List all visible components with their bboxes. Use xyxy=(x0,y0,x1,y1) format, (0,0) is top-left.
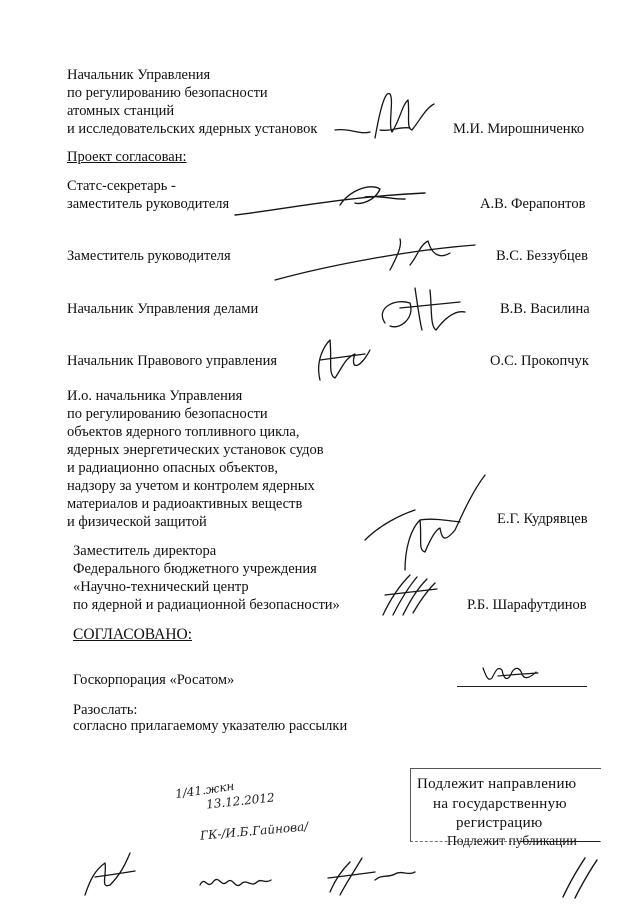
approver-title xyxy=(67,247,231,265)
approver-title xyxy=(67,387,324,531)
approver-title xyxy=(67,177,229,213)
stamp-line: Подлежит направлению xyxy=(417,776,577,792)
approver-title-line: надзору за учетом и контролем ядерных xyxy=(67,478,315,494)
approver-title-line: Заместитель директора xyxy=(73,543,217,559)
publication-note: Подлежит публикации xyxy=(447,833,577,848)
stamp-line: регистрацию xyxy=(456,815,543,831)
signature-handwritten-4 xyxy=(555,852,605,902)
approver-title-line: И.о. начальника Управления xyxy=(67,388,243,404)
approver-name: В.С. Беззубцев xyxy=(496,248,588,264)
approver-title-line: «Научно-технический центр xyxy=(73,579,249,595)
distribution-label: Разослать: xyxy=(73,702,138,718)
rosatom-label: Госкорпорация «Росатом» xyxy=(73,672,235,688)
approver-title-line: Заместитель руководителя xyxy=(67,248,231,264)
approver-title xyxy=(73,542,340,614)
approver-title-line: и радиационно опасных объектов, xyxy=(67,460,278,476)
signature-ferapontov xyxy=(230,175,430,225)
approver-title-line: Федерального бюджетного учреждения xyxy=(73,561,317,577)
signature-prokopchuk xyxy=(300,330,380,390)
approver-title-line: заместитель руководителя xyxy=(67,196,230,212)
signature-rosatom xyxy=(478,658,548,688)
approver-title-line: Начальник Правового управления xyxy=(67,353,278,369)
handwritten-note: ГК-/И.Б.Гайнова/ xyxy=(199,819,309,843)
approver-name: Е.Г. Кудрявцев xyxy=(497,511,588,527)
signature-miroshnichenko xyxy=(330,80,450,150)
header-title-line: Начальник Управления xyxy=(67,67,211,83)
approver-name: Р.Б. Шарафутдинов xyxy=(467,597,587,613)
approver-name: В.В. Василина xyxy=(500,301,590,317)
signature-handwritten-1 xyxy=(75,845,145,900)
handwritten-date: 13.12.2012 xyxy=(205,790,276,812)
registration-stamp xyxy=(410,768,601,842)
signature-kudryavtsev xyxy=(360,470,500,580)
approver-title-line: объектов ядерного топливного цикла, xyxy=(67,424,300,440)
header-title-line: и исследовательских ядерных установок xyxy=(67,121,318,137)
approver-title-line: ядерных энергетических установок судов xyxy=(67,442,324,458)
header-title-line: по регулированию безопасности xyxy=(67,85,268,101)
approver-title-line: Начальник Управления делами xyxy=(67,301,259,317)
distribution-text: согласно прилагаемому указателю рассылки xyxy=(73,718,348,734)
approver-title-line: материалов и радиоактивных веществ xyxy=(67,496,303,512)
approver-title-line: по ядерной и радиационной безопасности» xyxy=(73,597,340,613)
signature-vasilina xyxy=(370,278,480,338)
approver-name: А.В. Ферапонтов xyxy=(480,196,586,212)
handwritten-note: 1/41.жкн xyxy=(174,778,236,802)
approver-title-line: по регулированию безопасности xyxy=(67,406,268,422)
header-title-line: атомных станций xyxy=(67,103,175,119)
signature-sharafutdinov xyxy=(375,565,445,620)
stamp-line: на государственную xyxy=(433,796,567,812)
approver-title-line: Статс-секретарь - xyxy=(67,178,176,194)
header-title xyxy=(67,66,317,138)
agreed-heading: СОГЛАСОВАНО: xyxy=(73,626,193,643)
approver-title-line: и физической защитой xyxy=(67,514,207,530)
project-agreed-heading: Проект согласован: xyxy=(67,149,187,165)
approver-name: О.С. Прокопчук xyxy=(490,353,589,369)
signature-handwritten-3 xyxy=(320,850,420,900)
publication-strikethrough xyxy=(520,841,600,842)
header-name: М.И. Мирошниченко xyxy=(453,121,585,137)
approver-title xyxy=(67,352,277,370)
approver-title xyxy=(67,300,258,318)
signature-handwritten-2 xyxy=(195,860,275,900)
